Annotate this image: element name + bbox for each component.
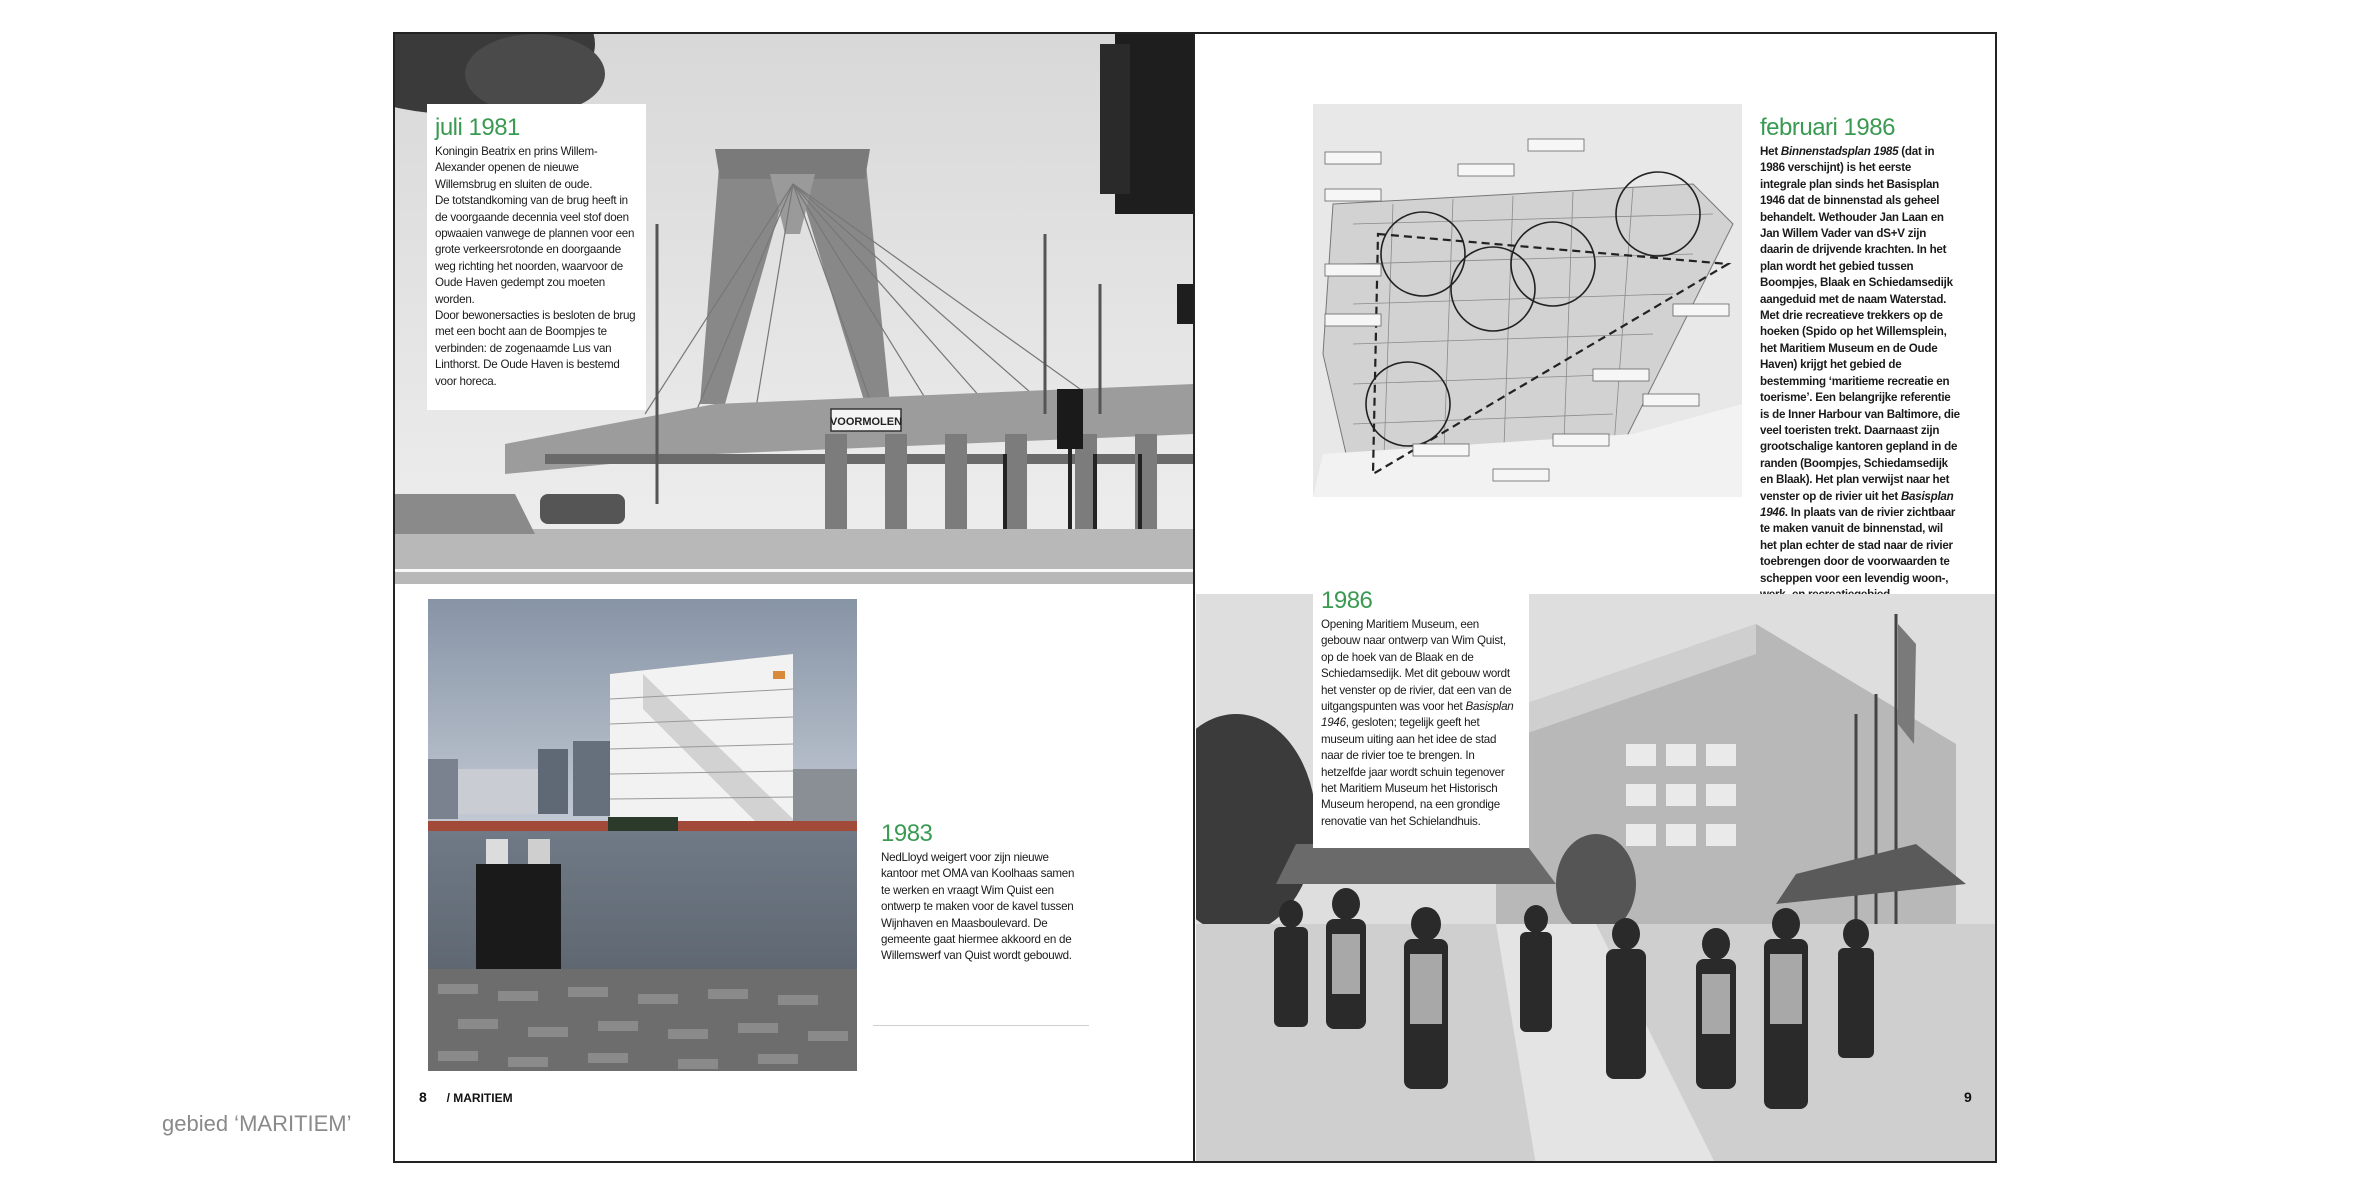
outro-text: . In plaats van de rivier zichtbaar te maken vanuit de binnenstad, wil het plan echter de stad naar de rivier toebrengen door de voorwaarden te scheppen voor een levendig woon-, xyxy=(1760,505,1956,585)
text-prefix: Opening Maritiem Museum, een gebouw naar ontwerp van Wim Quist, op de hoek van de Blaak en de Schiedamsedijk. Met dit gebouw wordt het venster op de rivier, dat een van de uitgangspunten was voor het xyxy=(1321,618,1512,714)
folio-left xyxy=(419,1089,513,1105)
plan-title: Basisplan 1946 xyxy=(1760,489,1954,519)
heading-1981: juli 1981 xyxy=(435,114,520,141)
section-label: / MARITIEM xyxy=(446,1091,513,1105)
spread-gutter xyxy=(1193,34,1195,1161)
intro-prefix: Het xyxy=(1760,145,1781,158)
text-block-1981 xyxy=(427,104,646,410)
plan-title: Binnenstadsplan 1985 xyxy=(1780,145,1899,158)
right-page xyxy=(1196,34,1995,1161)
page-number: 9 xyxy=(1964,1089,1972,1105)
bridge-sign-text: VOORMOLEN xyxy=(829,416,903,428)
body-1986 xyxy=(1321,617,1521,830)
body-1981 xyxy=(435,144,638,390)
heading-feb1986: februari 1986 xyxy=(1760,114,1895,141)
page-number: 8 xyxy=(419,1089,427,1105)
plan-title: Basisplan 1946 xyxy=(1321,700,1514,730)
left-page xyxy=(395,34,1194,1161)
paragraph: Koningin Beatrix en prins Willem-Alexander openen de nieuwe Willemsbrug en sluiten de oude. xyxy=(435,145,598,191)
text-block-1986 xyxy=(1313,579,1529,848)
folio-right xyxy=(1964,1089,1972,1105)
binnenstadsplan-map xyxy=(1313,104,1742,497)
willemswerf-photo xyxy=(428,599,857,1071)
magazine-spread xyxy=(393,32,1997,1163)
intro-text: (dat in 1986 verschijnt) is het eerste integrale plan sinds het Basisplan 1946 dat de binnenstad als geheel behandelt. Wethouder Jan Laan en Jan Willem Vader van dS+V zijn daarin de drijvende krachten. In het plan wordt het gebied tussen Boompjes, Blaak en Schiedamsedijk aangeduid met de naam Waterstad. Met drie recreatieve trekkers op de hoeken (Spido op het Willemsplein, het Maritiem Museum en de Oude Haven) krijgt het gebied de bestemming ‘maritieme recreatie en toerisme’. Een belangrijke referentie is de Inner Harbour van Baltimore, die veel toeristen trekt. Daarnaast zijn grootschalige kantoren gepland in de randen (Boompjes, Schiedamsedijk en Blaak). Het plan verwijst naar het venster op de rivier uit het xyxy=(1760,145,1960,503)
body-feb1986 xyxy=(1760,144,1960,603)
text-rest: , gesloten; tegelijk geeft het museum uiting aan het idee de stad naar de rivier toe te brengen. In hetzelfde jaar wordt schuin tegenover het Maritiem Museum het Historisch Museum heropend, na een grondige renovatie van het Schielandhuis. xyxy=(1321,716,1505,828)
heading-1986: 1986 xyxy=(1321,587,1373,614)
paragraph: De totstandkoming van de brug heeft in de voorgaande decennia veel stof doen opwaaien vanwege de plannen voor een grote verkeersrotonde en doorgaande weg richting het noorden, waarvoor de Oude Haven gedempt zou moeten worden. xyxy=(435,194,635,306)
text-block-1983 xyxy=(873,810,1089,1026)
slide-caption: gebied ‘MARITIEM’ xyxy=(162,1111,352,1136)
heading-1983: 1983 xyxy=(881,820,933,847)
paragraph: Door bewonersacties is besloten de brug met een bocht aan de Boompjes te verbinden: de zogenaamde Lus van Linthorst. De Oude Haven is bestemd voor horeca. xyxy=(435,309,636,388)
body-1983: NedLloyd weigert voor zijn nieuwe kantoor met OMA van Koolhaas samen te werken en vraagt Wim Quist een ontwerp te maken voor de kavel tussen Wijnhaven en Maasboulevard. De gemeente gaat hiermee akkoord en de Willemswerf van Quist wordt gebouwd. xyxy=(881,851,1075,963)
text-block-feb1986 xyxy=(1756,114,1964,603)
